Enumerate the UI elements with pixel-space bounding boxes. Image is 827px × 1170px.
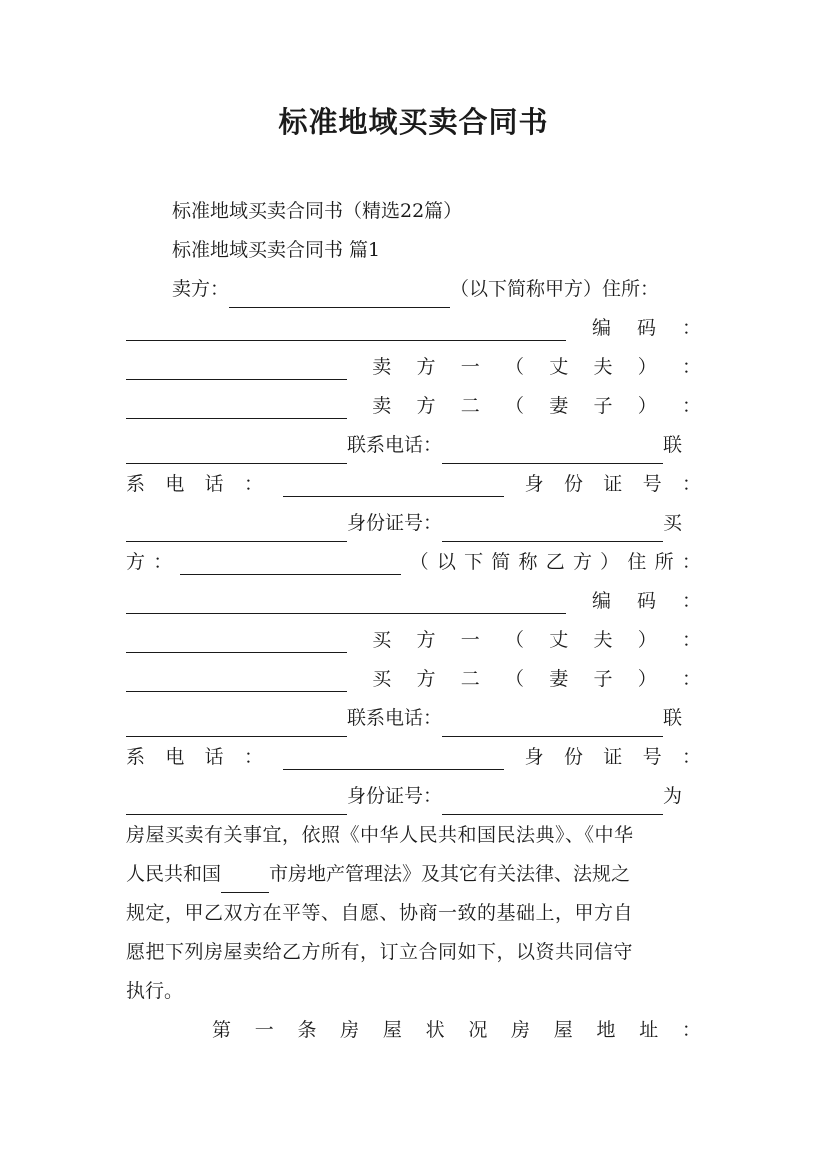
article-char: 屋: [382, 1019, 402, 1041]
buyer-abbrev-char: 乙: [545, 551, 565, 573]
buyer-id2-blank: [442, 790, 663, 815]
postcode-label-char: ：: [681, 590, 701, 612]
body-text: 房屋买卖有关事宜，依照《中华人民共和国民法典》、《中华: [126, 824, 634, 846]
buyer-address-line: [126, 582, 701, 620]
buyer-abbrev-char: 方: [572, 551, 592, 573]
postcode-label-char: 编: [591, 590, 611, 612]
buyer-two-label-char: 方: [416, 668, 436, 690]
purpose-head: 为: [663, 785, 683, 807]
seller-one-blank: [126, 394, 347, 419]
seller-address-line: [126, 309, 701, 347]
phone-label: 联系电话：: [347, 707, 443, 729]
phone-label: 联系电话：: [347, 434, 443, 456]
buyer-phone2-blank: [283, 745, 504, 770]
body-line: [126, 933, 701, 971]
body-line: [126, 972, 701, 1010]
seller-two-blank: [126, 439, 347, 464]
id-label-char: 身: [524, 473, 544, 495]
buyer-id-blank: [126, 790, 347, 815]
seller-one-label-char: ）: [637, 356, 657, 378]
seller-one-label-char: 一: [460, 356, 480, 378]
article-char: 房: [340, 1019, 360, 1041]
postcode-label-char: ：: [681, 317, 701, 339]
buyer-one-label-char: 买: [372, 629, 392, 651]
buyer-two-label-char: 买: [372, 668, 392, 690]
body-line: [126, 816, 701, 854]
buyer-label-char: 方: [126, 551, 146, 573]
seller-two-label-char: 子: [593, 395, 613, 417]
buyer-abbrev-char: 以: [436, 551, 456, 573]
article-char: 第: [212, 1019, 232, 1041]
id-label-char: ：: [681, 746, 701, 768]
seller-line: [172, 270, 701, 308]
buyer-abbrev-char: （: [409, 551, 429, 573]
buyer-phone-line: [126, 699, 701, 737]
buyer-abbrev-char: ）: [600, 551, 620, 573]
buyer-two-blank: [126, 712, 347, 737]
phone-label-char: ：: [243, 473, 263, 495]
postcode-blank: [126, 355, 347, 380]
seller-label: 卖方：: [172, 278, 230, 300]
buyer-address-blank: [126, 589, 566, 614]
buyer-name-blank: [180, 550, 401, 575]
phone-label-char: 话: [204, 746, 224, 768]
id-label-char: 份: [563, 473, 583, 495]
seller-one-label-char: 丈: [549, 356, 569, 378]
seller-one-label-char: 方: [416, 356, 436, 378]
seller-one-line: [126, 348, 701, 386]
id-label-char: 号: [642, 473, 662, 495]
buyer-abbrev-char: 下: [464, 551, 484, 573]
buyer-two-label-char: ：: [681, 668, 701, 690]
seller-one-label-char: 卖: [372, 356, 392, 378]
buyer-phone-blank: [442, 712, 663, 737]
buyer-abbrev-char: 住: [627, 551, 647, 573]
article-char: ：: [681, 1019, 701, 1041]
phone-label-char: 电: [165, 473, 185, 495]
buyer-abbrev-char: 称: [518, 551, 538, 573]
buyer-abbrev-char: 所: [654, 551, 674, 573]
article-char: 屋: [553, 1019, 573, 1041]
id-label-char: 份: [563, 746, 583, 768]
buyer-one-blank: [126, 667, 347, 692]
article-one-heading: [212, 1011, 701, 1049]
seller-two-label-char: （: [504, 395, 524, 417]
seller-phone2-blank: [283, 472, 504, 497]
seller-two-label-char: 二: [460, 395, 480, 417]
part-heading: 标准地域买卖合同书 篇1: [172, 239, 381, 261]
seller-two-line: [126, 387, 701, 425]
phone-label-char: ：: [243, 746, 263, 768]
document-subtitle: 标准地域买卖合同书（精选22篇）: [172, 200, 463, 222]
phone-label-char: 话: [204, 473, 224, 495]
body-text: 人民共和国: [126, 863, 222, 885]
phone-label-head: 联: [663, 434, 683, 456]
phone-label-char: 系: [126, 473, 146, 495]
seller-two-label-char: ：: [681, 395, 701, 417]
buyer-one-label-char: （: [504, 629, 524, 651]
seller-name-blank: [229, 283, 450, 308]
article-char: 址: [639, 1019, 659, 1041]
buyer-abbrev-char: ：: [681, 551, 701, 573]
id-label-char: 号: [642, 746, 662, 768]
body-line: [126, 894, 701, 932]
body-text: 执行。: [126, 980, 184, 1002]
seller-abbrev-label: （以下简称甲方）住所：: [450, 278, 660, 300]
article-char: 况: [468, 1019, 488, 1041]
seller-phone-line: [126, 426, 701, 464]
seller-one-label-char: （: [504, 356, 524, 378]
seller-two-label-char: 卖: [372, 395, 392, 417]
article-char: 地: [596, 1019, 616, 1041]
buyer-phone2-line: [126, 738, 701, 776]
buyer-one-label-char: ）: [637, 629, 657, 651]
id-label: 身份证号：: [347, 512, 443, 534]
seller-phone2-line: [126, 465, 701, 503]
body-line: [126, 855, 701, 893]
buyer-one-label-char: 夫: [593, 629, 613, 651]
id-label-char: 证: [603, 746, 623, 768]
buyer-label-head: 买: [663, 512, 683, 534]
buyer-postcode-blank: [126, 628, 347, 653]
buyer-line: [126, 543, 701, 581]
buyer-one-label-char: 丈: [549, 629, 569, 651]
article-char: 一: [254, 1019, 274, 1041]
buyer-one-label-char: 方: [416, 629, 436, 651]
id-label: 身份证号：: [347, 785, 443, 807]
body-text: 规定，甲乙双方在平等、自愿、协商一致的基础上，甲方自: [126, 902, 634, 924]
seller-address-blank: [126, 316, 566, 341]
postcode-label-char: 编: [591, 317, 611, 339]
seller-id-blank: [126, 517, 347, 542]
seller-one-label-char: ：: [681, 356, 701, 378]
seller-two-label-char: 方: [416, 395, 436, 417]
buyer-two-line: [126, 660, 701, 698]
city-blank: [221, 868, 269, 893]
buyer-two-label-char: （: [504, 668, 524, 690]
id-label-char: 证: [603, 473, 623, 495]
buyer-two-label-char: 妻: [549, 668, 569, 690]
document-title: 标准地域买卖合同书: [278, 105, 549, 139]
seller-two-label-char: ）: [637, 395, 657, 417]
phone-label-char: 系: [126, 746, 146, 768]
buyer-two-label-char: 二: [460, 668, 480, 690]
buyer-two-label-char: ）: [637, 668, 657, 690]
article-char: 条: [297, 1019, 317, 1041]
buyer-label-char: ：: [153, 551, 173, 573]
phone-label-head: 联: [663, 707, 683, 729]
id-label-char: 身: [524, 746, 544, 768]
article-char: 房: [511, 1019, 531, 1041]
body-text: 市房地产管理法》及其它有关法律、法规之: [269, 863, 631, 885]
postcode-label-char: 码: [636, 590, 656, 612]
buyer-one-line: [126, 621, 701, 659]
buyer-one-label-char: 一: [460, 629, 480, 651]
seller-id-line: [126, 504, 701, 542]
buyer-one-label-char: ：: [681, 629, 701, 651]
buyer-id-line: [126, 777, 701, 815]
seller-phone-blank: [442, 439, 663, 464]
article-char: 状: [425, 1019, 445, 1041]
seller-one-label-char: 夫: [593, 356, 613, 378]
body-text: 愿把下列房屋卖给乙方所有，订立合同如下，以资共同信守: [126, 941, 634, 963]
buyer-two-label-char: 子: [593, 668, 613, 690]
postcode-label-char: 码: [636, 317, 656, 339]
id-label-char: ：: [681, 473, 701, 495]
seller-two-label-char: 妻: [549, 395, 569, 417]
buyer-abbrev-char: 简: [491, 551, 511, 573]
phone-label-char: 电: [165, 746, 185, 768]
seller-id2-blank: [442, 517, 663, 542]
